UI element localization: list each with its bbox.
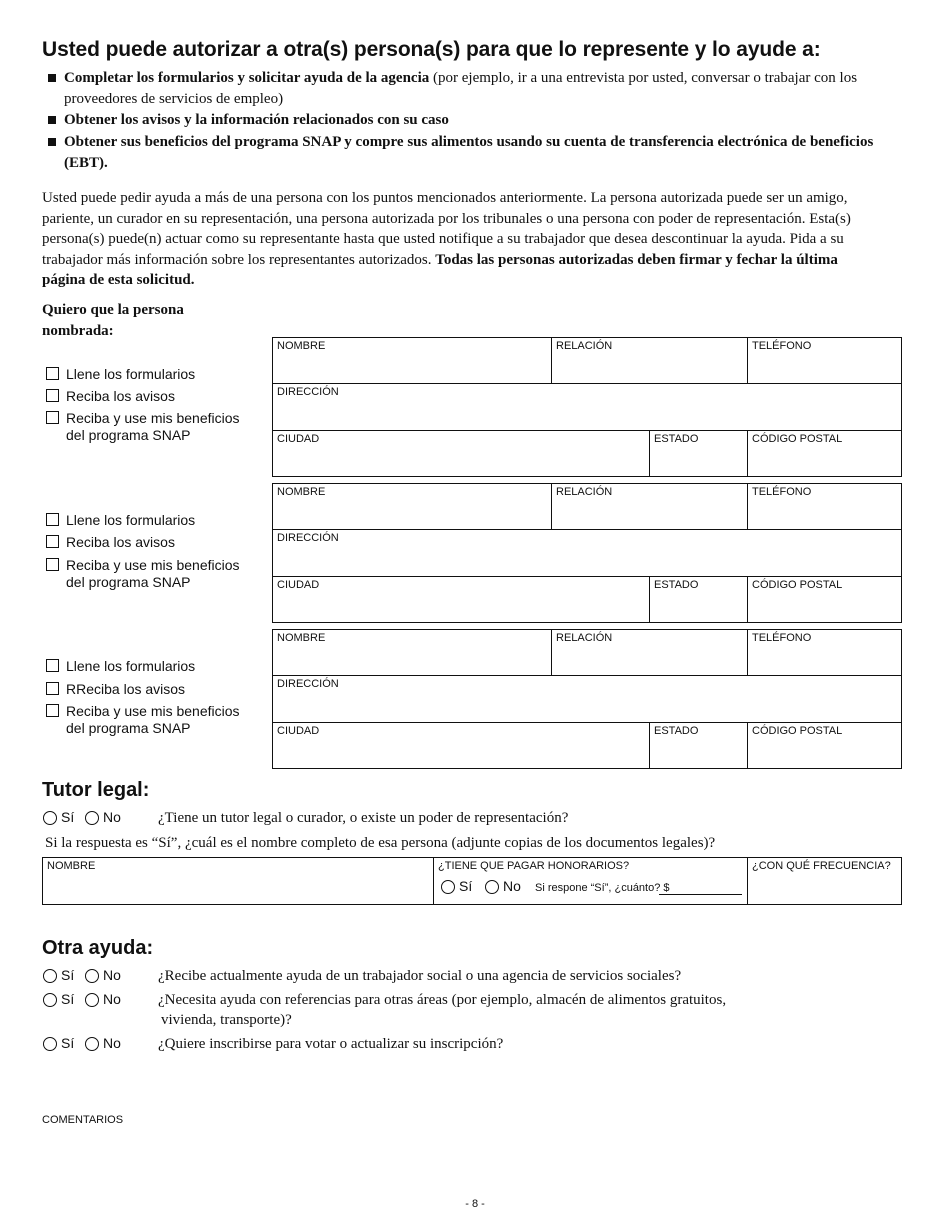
codigo-postal-field[interactable]: [748, 723, 901, 768]
radio-label: Sí: [61, 809, 75, 825]
field-label: RELACIÓN: [556, 632, 613, 644]
option-label: Reciba los avisos: [66, 388, 175, 404]
option-label: Reciba y use mis beneficios: [66, 557, 240, 573]
relacion-field[interactable]: [552, 630, 748, 676]
field-label: NOMBRE: [277, 632, 326, 644]
telefono-field[interactable]: [748, 630, 901, 676]
field-label: CIUDAD: [277, 433, 320, 445]
checkbox[interactable]: [46, 704, 59, 717]
page-heading: Usted puede autorizar a otra(s) persona(s) para que lo represente y lo ayude a:: [42, 38, 821, 61]
field-label: NOMBRE: [277, 486, 326, 498]
bullet-square-icon: [48, 116, 56, 124]
bullet-square-icon: [48, 138, 56, 146]
field-label: CIUDAD: [277, 579, 320, 591]
option-label: Reciba los avisos: [66, 534, 175, 550]
otra-q3-no-radio[interactable]: [85, 1037, 99, 1051]
honorarios-yes-radio[interactable]: [441, 880, 455, 894]
tutor-no-radio[interactable]: [85, 811, 99, 825]
field-label: RELACIÓN: [556, 486, 613, 498]
tutor-followup: Si la respuesta es “Sí”, ¿cuál es el nombre completo de esa persona (adjunte copias de los documentos legales)?: [45, 835, 716, 851]
otra-question: ¿Recibe actualmente ayuda de un trabajador social o una agencia de servicios sociales?: [158, 968, 682, 984]
field-label: TELÉFONO: [752, 486, 812, 498]
intro-bold-text: Todas las personas autorizadas deben firmar y fechar la última página de esta solicitud.: [42, 251, 838, 289]
nombre-field[interactable]: [273, 338, 552, 384]
radio-label: No: [103, 1035, 121, 1051]
ciudad-field[interactable]: [273, 723, 650, 768]
field-label: RELACIÓN: [556, 340, 613, 352]
checkbox[interactable]: [46, 389, 59, 402]
representative-grid: [272, 337, 902, 477]
checkbox[interactable]: [46, 558, 59, 571]
field-label: ESTADO: [654, 579, 699, 591]
ciudad-field[interactable]: [273, 577, 650, 622]
relacion-field[interactable]: [552, 338, 748, 384]
option-reciba-avisos[interactable]: [46, 681, 185, 698]
radio-label: No: [503, 878, 521, 894]
direccion-field[interactable]: [273, 384, 901, 431]
checkbox[interactable]: [46, 411, 59, 424]
field-label: CÓDIGO POSTAL: [752, 725, 843, 737]
estado-field[interactable]: [650, 577, 748, 622]
field-label: TELÉFONO: [752, 632, 812, 644]
otra-question: ¿Quiere inscribirse para votar o actualizar su inscripción?: [158, 1036, 504, 1052]
estado-field[interactable]: [650, 431, 748, 476]
otra-q3-yes-radio[interactable]: [43, 1037, 57, 1051]
radio-label: Sí: [459, 878, 473, 894]
intro-text: Usted puede pedir ayuda a más de una persona con los puntos mencionados anteriormente. La persona autorizada puede ser un amigo, pariente, un curador en su representación, una persona autorizada por los tribunales o una persona con poder de representación. Esta(s) persona(s) puede(n) actuar como su representante hasta que usted notifique a su trabajador que desea descontinuar la ayuda. Pida a su trabajador más información sobre los representantes autorizados.: [42, 190, 851, 268]
tutor-heading: Tutor legal:: [42, 779, 150, 801]
field-label: NOMBRE: [277, 340, 326, 352]
field-label: ¿TIENE QUE PAGAR HONORARIOS?: [438, 860, 630, 872]
checkbox[interactable]: [46, 367, 59, 380]
option-label: Reciba y use mis beneficios: [66, 703, 240, 719]
direccion-field[interactable]: [273, 676, 901, 723]
ciudad-field[interactable]: [273, 431, 650, 476]
otra-question: ¿Necesita ayuda con referencias para otras áreas (por ejemplo, almacén de alimentos gratuitos,: [158, 992, 727, 1008]
representative-grid: [272, 629, 902, 769]
field-label: ESTADO: [654, 433, 699, 445]
codigo-postal-field[interactable]: [748, 431, 901, 476]
option-label: del programa SNAP: [66, 574, 191, 590]
field-label: DIRECCIÓN: [277, 532, 339, 544]
option-label: Llene los formularios: [66, 658, 196, 674]
honorarios-amount-line[interactable]: [659, 894, 742, 895]
field-label: CIUDAD: [277, 725, 320, 737]
honorarios-note: Si respone “Sí”, ¿cuánto? $: [535, 882, 670, 894]
option-label: Llene los formularios: [66, 366, 196, 382]
representative-grid: [272, 483, 902, 623]
field-label: ESTADO: [654, 725, 699, 737]
bullet-bold-text: Completar los formularios y solicitar ayuda de la agencia: [64, 70, 430, 86]
telefono-field[interactable]: [748, 338, 901, 384]
bullet-bold-text: Obtener los avisos y la información relacionados con su caso: [64, 112, 449, 128]
option-label: RReciba los avisos: [66, 681, 186, 697]
option-label: del programa SNAP: [66, 720, 191, 736]
option-reciba-beneficios[interactable]: [46, 557, 240, 591]
field-label: CÓDIGO POSTAL: [752, 433, 843, 445]
otra-q2-yes-radio[interactable]: [43, 993, 57, 1007]
radio-label: Sí: [61, 1035, 75, 1051]
honorarios-no-radio[interactable]: [485, 880, 499, 894]
frecuencia-field[interactable]: [748, 858, 901, 904]
tutor-yes-radio[interactable]: [43, 811, 57, 825]
radio-label: No: [103, 809, 121, 825]
field-label: ¿CON QUÉ FRECUENCIA?: [752, 860, 891, 872]
tutor-nombre-field[interactable]: [43, 858, 434, 904]
estado-field[interactable]: [650, 723, 748, 768]
honorarios-field: [434, 858, 748, 904]
option-llene-formularios[interactable]: [46, 366, 195, 383]
comentarios-label: COMENTARIOS: [42, 1114, 124, 1126]
option-reciba-avisos[interactable]: [46, 388, 175, 405]
bullet-square-icon: [48, 74, 56, 82]
checkbox[interactable]: [46, 659, 59, 672]
field-label: CÓDIGO POSTAL: [752, 579, 843, 591]
bullet-item: [48, 132, 888, 174]
option-llene-formularios[interactable]: [46, 512, 195, 529]
option-reciba-beneficios[interactable]: [46, 703, 240, 737]
field-label: DIRECCIÓN: [277, 386, 339, 398]
field-label: DIRECCIÓN: [277, 678, 339, 690]
radio-label: No: [103, 991, 121, 1007]
tutor-question: ¿Tiene un tutor legal o curador, o existe un poder de representación?: [158, 810, 569, 826]
bullet-bold-text: Obtener sus beneficios del programa SNAP y compre sus alimentos usando su cuenta de transferencia electrónica de beneficios (EBT).: [64, 134, 874, 171]
otra-heading: Otra ayuda:: [42, 937, 154, 959]
bullet-text: (por ejemplo, ir a una entrevista por usted, conversar o trabajar con los proveedores de servicios de empleo): [64, 70, 858, 107]
option-reciba-avisos[interactable]: [46, 534, 175, 551]
radio-label: Sí: [61, 991, 75, 1007]
codigo-postal-field[interactable]: [748, 577, 901, 622]
option-label: del programa SNAP: [66, 427, 191, 443]
field-label: TELÉFONO: [752, 340, 812, 352]
option-label: Llene los formularios: [66, 512, 196, 528]
option-label: Reciba y use mis beneficios: [66, 410, 240, 426]
field-label: NOMBRE: [47, 860, 96, 872]
radio-label: Sí: [61, 967, 75, 983]
telefono-field[interactable]: [748, 484, 901, 530]
option-llene-formularios[interactable]: [46, 658, 195, 675]
option-reciba-beneficios[interactable]: [46, 410, 240, 444]
checkbox[interactable]: [46, 682, 59, 695]
nombre-field[interactable]: [273, 484, 552, 530]
direccion-field[interactable]: [273, 530, 901, 577]
intro-paragraph: [42, 188, 882, 291]
checkbox[interactable]: [46, 513, 59, 526]
quiero-label: Quiero que la persona nombrada:: [42, 302, 184, 339]
relacion-field[interactable]: [552, 484, 748, 530]
otra-q1-no-radio[interactable]: [85, 969, 99, 983]
otra-q2-no-radio[interactable]: [85, 993, 99, 1007]
otra-q1-yes-radio[interactable]: [43, 969, 57, 983]
page-number: - 8 -: [465, 1198, 485, 1210]
bullet-item: [48, 68, 888, 110]
nombre-field[interactable]: [273, 630, 552, 676]
radio-label: No: [103, 967, 121, 983]
bullet-item: [48, 110, 888, 131]
checkbox[interactable]: [46, 535, 59, 548]
otra-question-cont: vivienda, transporte)?: [161, 1012, 292, 1028]
